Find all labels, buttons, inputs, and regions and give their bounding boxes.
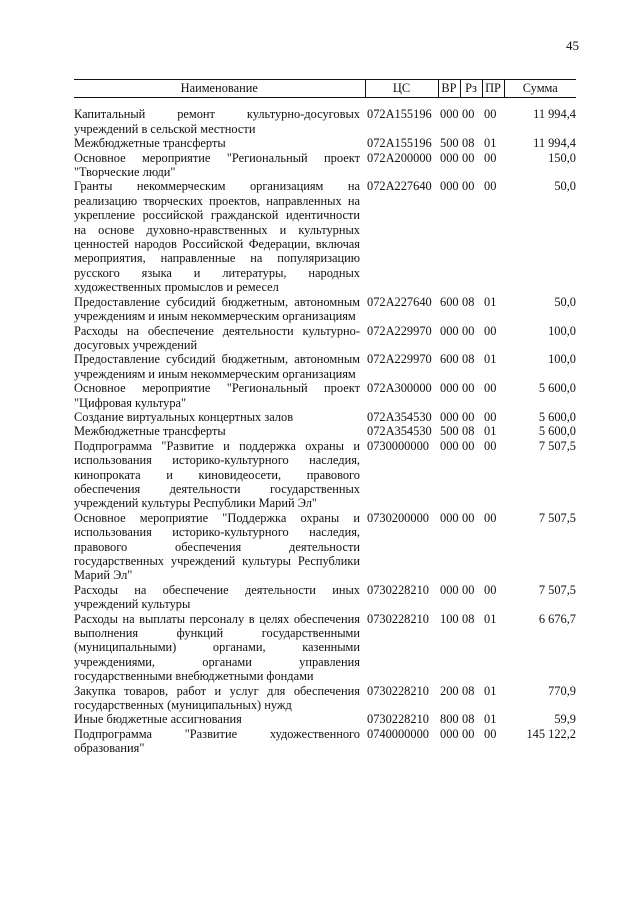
cell-rz: 08 (462, 683, 475, 698)
cell-pr: 00 (484, 179, 497, 194)
cell-vr: 000 (440, 409, 459, 424)
cell-vr: 600 (440, 352, 459, 367)
cell-rz: 00 (462, 510, 475, 525)
table-row (74, 324, 576, 353)
cell-cs: 0730000000 (367, 438, 429, 453)
cell-sum: 5 600,0 (538, 409, 576, 424)
cell-sum: 5 600,0 (538, 381, 576, 396)
cell-vr: 000 (440, 323, 459, 338)
cell-rz: 00 (462, 381, 475, 396)
cell-vr: 000 (440, 510, 459, 525)
cell-cs: 0730228210 (367, 611, 429, 626)
cell-rz: 00 (462, 726, 475, 741)
cell-rz: 00 (462, 150, 475, 165)
cell-vr: 000 (440, 381, 459, 396)
cell-cs: 072А200000 (367, 150, 432, 165)
cell-name: Предоставление субсидий бюджетным, автономным учреждениям и иным некоммерческим организациям (74, 294, 360, 324)
cell-rz: 00 (462, 323, 475, 338)
column-header-pr: ПР (482, 80, 504, 98)
cell-vr: 100 (440, 611, 459, 626)
page-number: 45 (566, 38, 579, 53)
cell-cs: 0740000000 (367, 726, 429, 741)
cell-pr: 00 (484, 323, 497, 338)
table-row (74, 179, 576, 294)
cell-vr: 000 (440, 438, 459, 453)
cell-vr: 800 (440, 712, 459, 727)
cell-rz: 08 (462, 611, 475, 626)
cell-rz: 08 (462, 294, 475, 309)
cell-name: Закупка товаров, работ и услуг для обеспечения государственных (муниципальных) нужд (74, 683, 360, 713)
cell-pr: 00 (484, 438, 497, 453)
cell-name: Расходы на выплаты персоналу в целях обеспечения выполнения функций государственными (муниципальными) органами, казенными учреждениями, органами управления государственными внебюджетными фондами (74, 611, 360, 684)
cell-cs: 072А155196 (367, 107, 432, 122)
cell-cs: 072А227640 (367, 294, 432, 309)
cell-sum: 11 994,4 (533, 107, 576, 122)
cell-sum: 5 600,0 (538, 424, 576, 439)
table-row (74, 727, 576, 756)
table-row (74, 712, 576, 726)
cell-name: Создание виртуальных концертных залов (74, 409, 294, 424)
cell-cs: 072А229970 (367, 352, 432, 367)
cell-sum: 145 122,2 (526, 726, 576, 741)
cell-vr: 000 (440, 107, 459, 122)
cell-cs: 072А354530 (367, 424, 432, 439)
table-row (74, 352, 576, 381)
cell-pr: 00 (484, 150, 497, 165)
cell-sum: 50,0 (554, 179, 576, 194)
cell-vr: 000 (440, 582, 459, 597)
cell-sum: 770,9 (548, 683, 576, 698)
cell-name: Расходы на обеспечение деятельности культурно-досуговых учреждений (74, 323, 360, 352)
cell-name: Капитальный ремонт культурно-досуговых учреждений в сельской местности (74, 107, 360, 136)
cell-rz: 08 (462, 352, 475, 367)
cell-sum: 100,0 (548, 352, 576, 367)
cell-pr: 00 (484, 726, 497, 741)
cell-name: Иные бюджетные ассигнования (74, 712, 242, 727)
budget-table (74, 79, 576, 756)
cell-pr: 01 (484, 712, 497, 727)
table-row (74, 424, 576, 438)
cell-rz: 08 (462, 424, 475, 439)
cell-sum: 59,9 (554, 712, 576, 727)
table-row (74, 511, 576, 583)
cell-pr: 00 (484, 107, 497, 122)
cell-cs: 072А300000 (367, 381, 432, 396)
cell-pr: 00 (484, 409, 497, 424)
column-header-rz: Рз (460, 80, 482, 98)
cell-vr: 000 (440, 150, 459, 165)
cell-pr: 01 (484, 424, 497, 439)
cell-pr: 01 (484, 136, 497, 151)
cell-cs: 0730228210 (367, 683, 429, 698)
cell-pr: 01 (484, 683, 497, 698)
cell-cs: 072А354530 (367, 409, 432, 424)
table-row (74, 136, 576, 150)
cell-cs: 072А155196 (367, 136, 432, 151)
cell-cs: 0730228210 (367, 582, 429, 597)
cell-vr: 500 (440, 136, 459, 151)
cell-name: Расходы на обеспечение деятельности иных учреждений культуры (74, 582, 360, 612)
cell-sum: 7 507,5 (538, 438, 576, 453)
column-header-sum: Сумма (504, 80, 576, 98)
cell-name: Подпрограмма "Развитие и поддержка охраны и использования историко-культурного наследия, кинопроката и киновидеосети, правового обеспечения деятельности государственных учреждений культуры Республики Марий Эл" (74, 438, 360, 511)
cell-vr: 000 (440, 726, 459, 741)
cell-name: Гранты некоммерческим организациям на реализацию творческих проектов, направленных на укрепление российской гражданской идентичности на основе духовно-нравственных и культурных ценностей народов Российской Федерации, включая мероприятия, направленные на популяризацию русского языка и литературы, народных художественных промыслов и ремесел (74, 179, 360, 295)
table-row (74, 98, 576, 136)
cell-rz: 00 (462, 179, 475, 194)
table-row (74, 410, 576, 424)
table-row (74, 684, 576, 713)
table-row (74, 439, 576, 511)
cell-name: Межбюджетные трансферты (74, 136, 226, 151)
table-row (74, 295, 576, 324)
cell-name: Предоставление субсидий бюджетным, автономным учреждениям и иным некоммерческим организациям (74, 352, 360, 381)
column-header-cs: ЦС (365, 80, 438, 98)
cell-vr: 600 (440, 294, 459, 309)
cell-pr: 01 (484, 611, 497, 626)
cell-pr: 00 (484, 381, 497, 396)
cell-rz: 00 (462, 409, 475, 424)
cell-sum: 7 507,5 (538, 582, 576, 597)
cell-name: Подпрограмма "Развитие художественного образования" (74, 726, 360, 756)
cell-pr: 01 (484, 294, 497, 309)
table-row (74, 381, 576, 410)
cell-cs: 072А229970 (367, 323, 432, 338)
cell-pr: 01 (484, 352, 497, 367)
cell-sum: 150,0 (548, 150, 576, 165)
cell-rz: 08 (462, 136, 475, 151)
cell-vr: 500 (440, 424, 459, 439)
cell-cs: 0730228210 (367, 712, 429, 727)
table-row (74, 612, 576, 684)
cell-rz: 00 (462, 438, 475, 453)
cell-name: Основное мероприятие "Поддержка охраны и использования историко-культурного наследия, правового обеспечения деятельности государственных учреждений культуры Республики Марий Эл" (74, 510, 360, 583)
table-header-row (74, 80, 576, 98)
cell-rz: 08 (462, 712, 475, 727)
cell-cs: 0730200000 (367, 510, 429, 525)
cell-pr: 00 (484, 582, 497, 597)
cell-sum: 11 994,4 (533, 136, 576, 151)
cell-name: Основное мероприятие "Региональный проект "Цифровая культура" (74, 381, 360, 410)
cell-sum: 6 676,7 (538, 611, 576, 626)
cell-rz: 00 (462, 107, 475, 122)
cell-vr: 200 (440, 683, 459, 698)
table-row (74, 151, 576, 180)
cell-vr: 000 (440, 179, 459, 194)
cell-sum: 7 507,5 (538, 510, 576, 525)
column-header-vr: ВР (438, 80, 460, 98)
cell-pr: 00 (484, 510, 497, 525)
table-body (74, 98, 576, 756)
table-row (74, 583, 576, 612)
cell-rz: 00 (462, 582, 475, 597)
column-header-name: Наименование (74, 80, 365, 98)
cell-sum: 100,0 (548, 323, 576, 338)
cell-name: Межбюджетные трансферты (74, 424, 226, 439)
cell-name: Основное мероприятие "Региональный проект "Творческие люди" (74, 150, 360, 180)
cell-cs: 072А227640 (367, 179, 432, 194)
cell-sum: 50,0 (554, 294, 576, 309)
